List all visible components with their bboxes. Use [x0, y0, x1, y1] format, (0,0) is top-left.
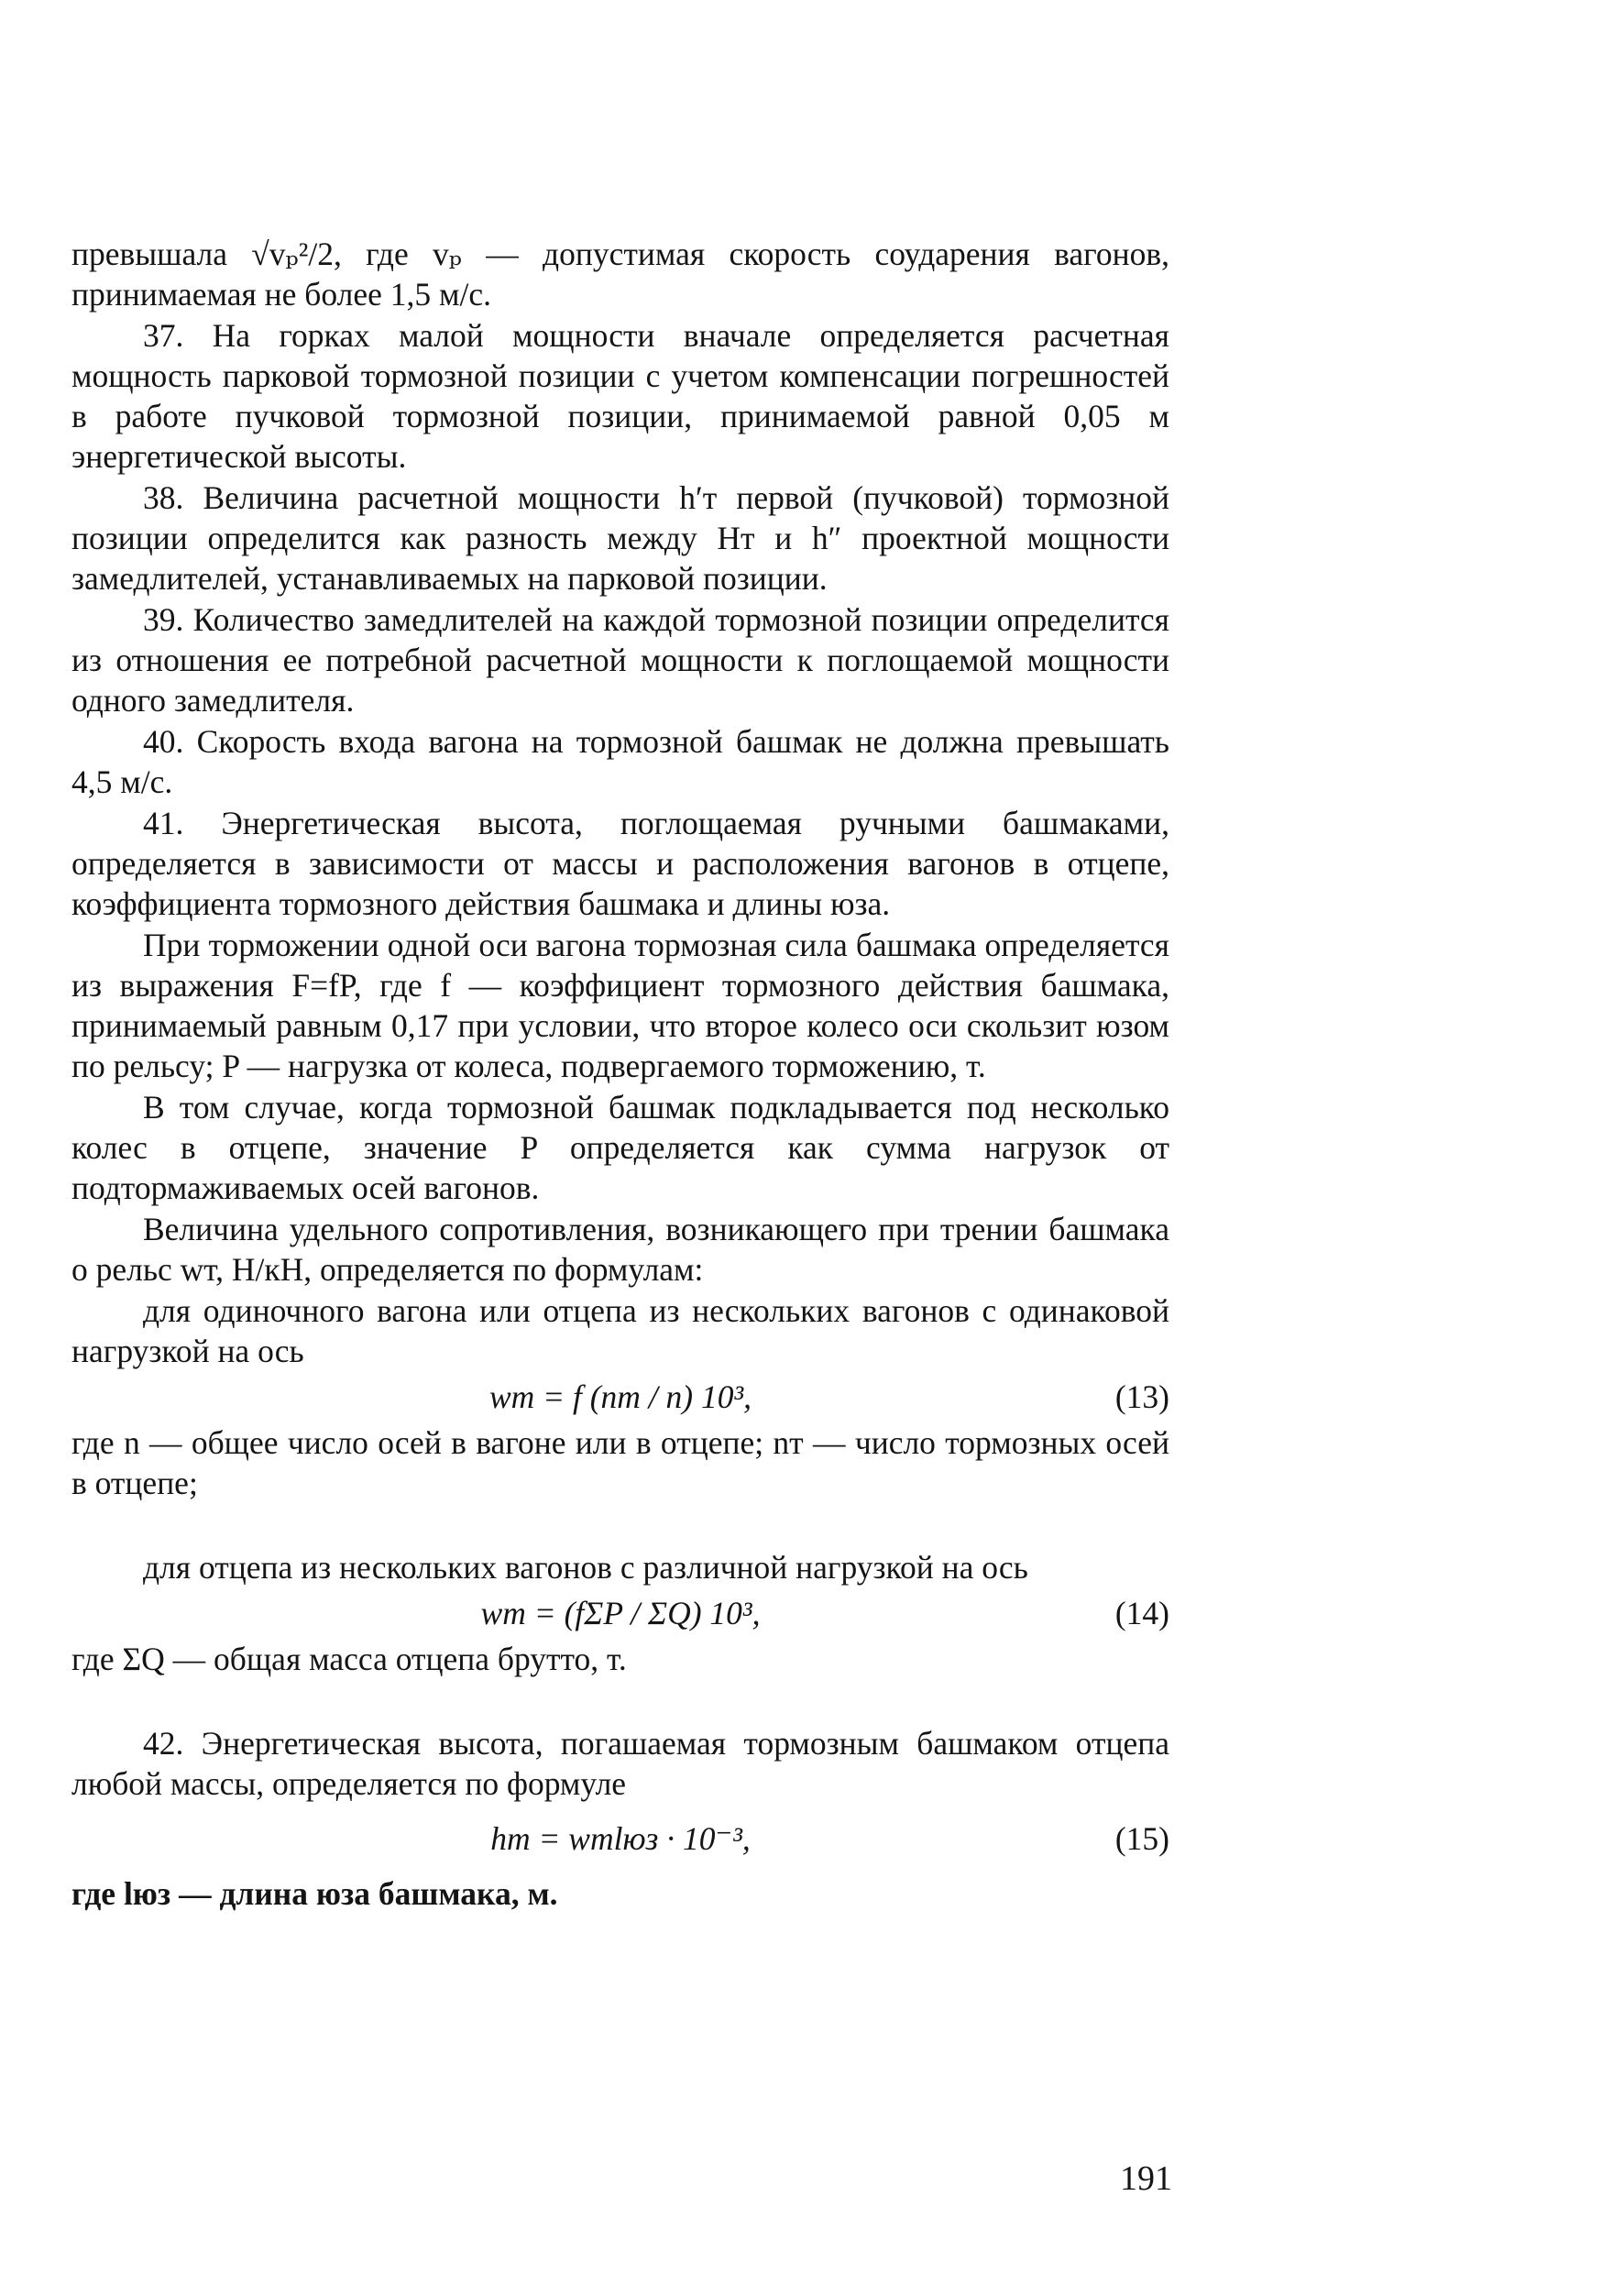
formula-15-number: (15) [1114, 1820, 1169, 1857]
page-body [71, 234, 1169, 1914]
paragraph-intro: превышала √vₚ²/2, где vₚ — допустимая скорость соударения вагонов, принимаемая не более 1,5 м/с. [71, 236, 1169, 313]
paragraph-41-braking-force: При торможении одной оси вагона тормозная сила башмака определяется из выражения F=fP, где f — коэффициент тормозного действия башмака, принимаемый равным 0,17 при условии, что второе колесо оси скользит юзом по рельсу; P — нагрузка от колеса, подвергаемого торможению, т. [71, 927, 1169, 1084]
formula-13-expression: wт = f (nт / n) 10³, [488, 1378, 752, 1415]
paragraph-41: 41. Энергетическая высота, поглощаемая ручными башмаками, определяется в зависимости от массы и расположения вагонов в отцепе, коэффициента тормозного действия башмака и длины юза. [71, 805, 1169, 922]
paragraph-42-where-l: где lюз — длина юза башмака, м. [71, 1875, 558, 1912]
paragraph-42: 42. Энергетическая высота, погашаемая тормозным башмаком отцепа любой массы, определяется по формуле [71, 1725, 1169, 1802]
formula-14-expression: wт = (fΣP / ΣQ) 10³, [480, 1595, 761, 1631]
formula-15 [71, 1813, 1169, 1864]
paragraph-41-single-wagon: для одиночного вагона или отцепа из нескольких вагонов с одинаковой нагрузкой на ось [71, 1292, 1169, 1369]
paragraph-41-various-load: для отцепа из нескольких вагонов с различной нагрузкой на ось [143, 1549, 1028, 1586]
paragraph-38: 38. Величина расчетной мощности h′т первой (пучковой) тормозной позиции определится как разность между Hт и h″ проектной мощности замедлителей, устанавливаемых на парковой позиции. [71, 479, 1169, 597]
page-number: 191 [1120, 2159, 1172, 2198]
formula-14-number: (14) [1114, 1595, 1169, 1631]
paragraph-41-multiple-wheels: В том случае, когда тормозной башмак подкладывается под несколько колес в отцепе, значение P определяется как сумма нагрузок от подтормаживаемых осей вагонов. [71, 1089, 1169, 1206]
formula-14 [71, 1587, 1169, 1639]
paragraph-41-where-q: где ΣQ — общая масса отцепа брутто, т. [71, 1641, 627, 1677]
formula-13 [71, 1371, 1169, 1422]
paragraph-41-where-n: где n — общее число осей в вагоне или в отцепе; nт — число тормозных осей в отцепе; [71, 1424, 1169, 1501]
paragraph-41-resistance: Величина удельного сопротивления, возникающего при трении башмака о рельс wт, Н/кН, определяется по формулам: [71, 1211, 1169, 1288]
paragraph-40: 40. Скорость входа вагона на тормозной башмак не должна превышать 4,5 м/с. [71, 723, 1169, 800]
paragraph-39: 39. Количество замедлителей на каждой тормозной позиции определится из отношения ее потребной расчетной мощности к поглощаемой мощности одного замедлителя. [71, 601, 1169, 719]
formula-13-number: (13) [1114, 1378, 1169, 1415]
formula-15-expression: hт = wтlюз · 10⁻³, [490, 1820, 751, 1857]
paragraph-37: 37. На горках малой мощности вначале определяется расчетная мощность парковой тормозной позиции с учетом компенсации погрешностей в работе пучковой тормозной позиции, принимаемой равной 0,05 м энергетической высоты. [71, 317, 1169, 475]
